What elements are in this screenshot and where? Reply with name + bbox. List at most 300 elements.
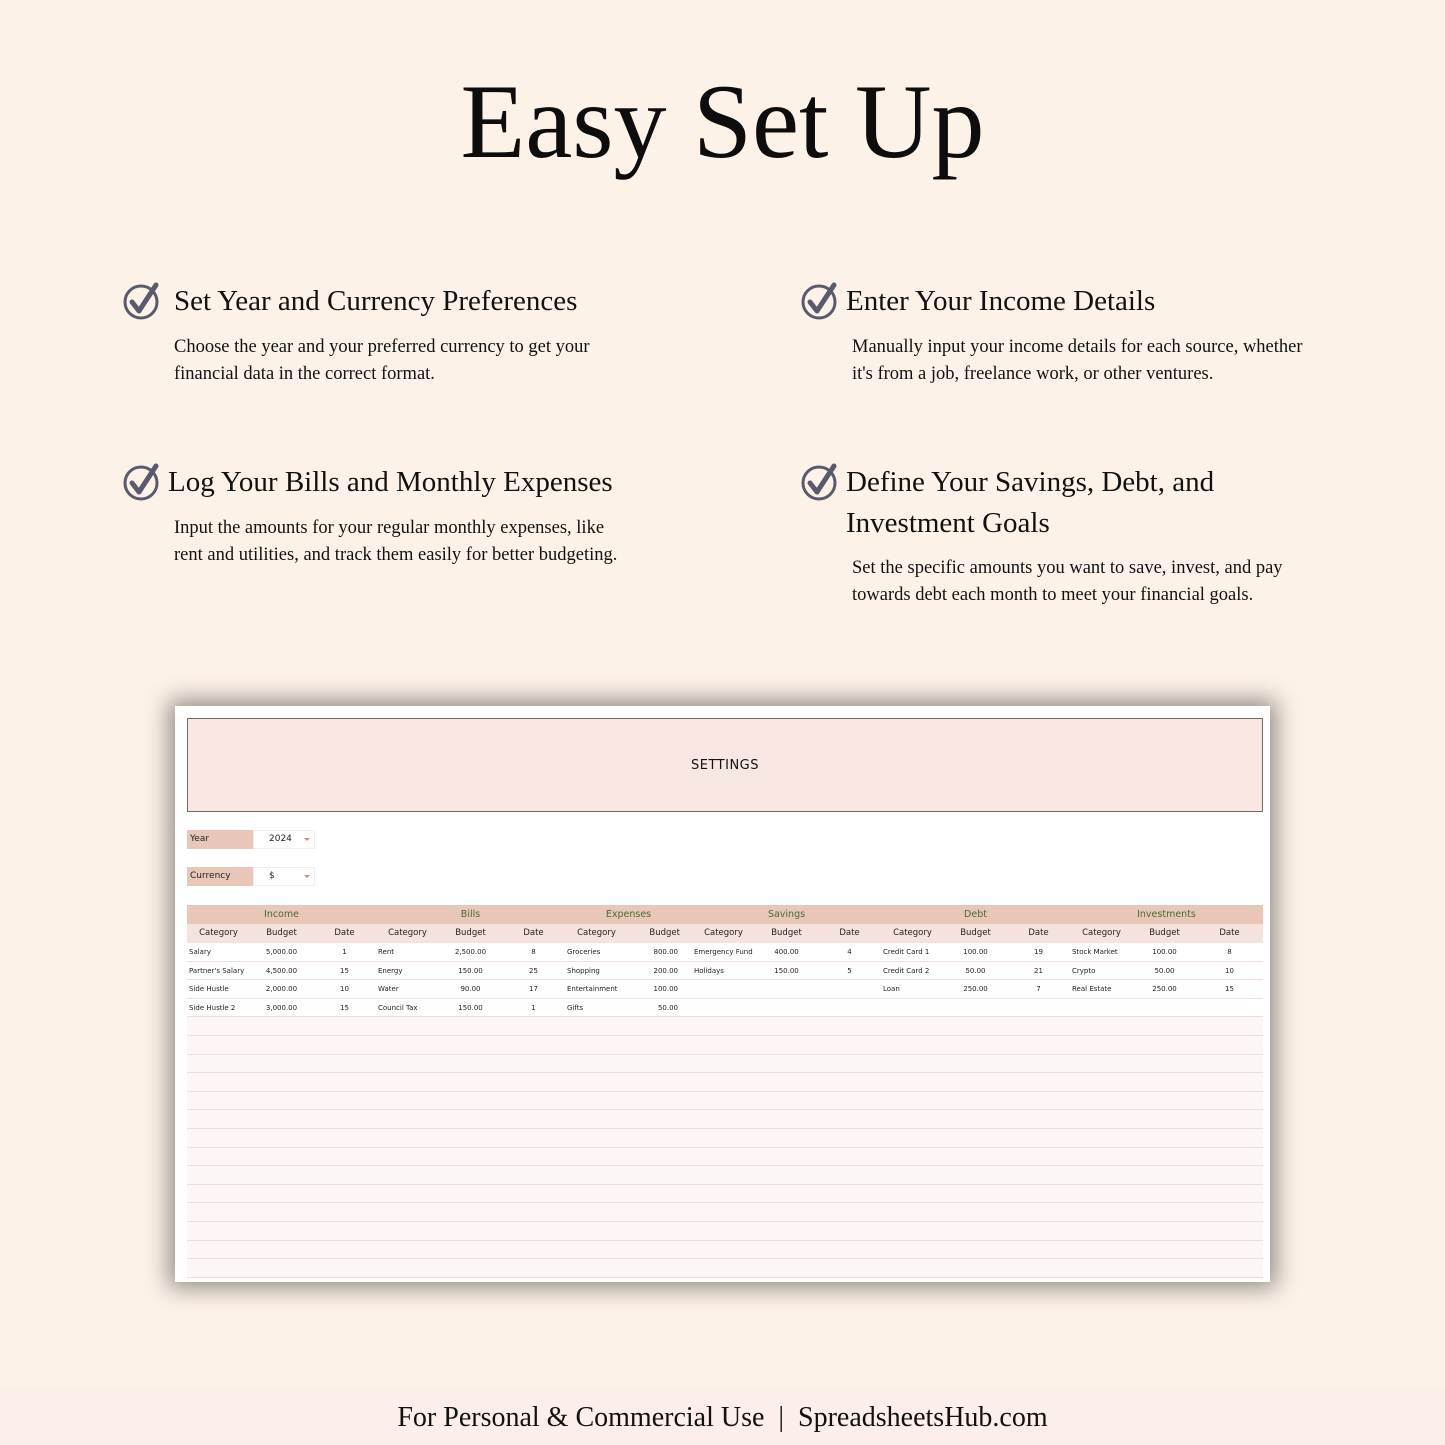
table-cell[interactable]	[881, 1055, 944, 1073]
table-cell[interactable]	[187, 1110, 250, 1128]
table-cell[interactable]: Energy	[378, 966, 403, 975]
table-cell[interactable]	[313, 1092, 376, 1110]
table-cell[interactable]	[692, 1241, 755, 1259]
table-cell[interactable]	[313, 1036, 376, 1054]
table-cell[interactable]	[1007, 1185, 1070, 1203]
table-cell[interactable]: 2,000.00	[265, 985, 298, 994]
table-cell[interactable]	[818, 1222, 881, 1240]
table-cell[interactable]	[1196, 1017, 1263, 1035]
table-cell[interactable]: Crypto	[1072, 966, 1096, 975]
table-cell[interactable]	[628, 1185, 692, 1203]
table-cell[interactable]	[944, 1185, 1007, 1203]
table-cell[interactable]	[187, 1259, 250, 1277]
table-cell[interactable]	[755, 1241, 818, 1259]
table-cell[interactable]	[818, 1166, 881, 1184]
table-cell[interactable]	[439, 1017, 502, 1035]
table-cell[interactable]	[313, 1055, 376, 1073]
table-cell[interactable]	[1070, 1203, 1133, 1221]
table-cell[interactable]	[250, 1241, 313, 1259]
table-cell[interactable]	[250, 1055, 313, 1073]
table-cell[interactable]: 150.00	[458, 1003, 483, 1012]
table-cell[interactable]	[439, 1222, 502, 1240]
table-cell[interactable]	[1196, 1185, 1263, 1203]
table-cell[interactable]: 5,000.00	[265, 948, 298, 956]
table-cell[interactable]	[250, 1092, 313, 1110]
table-cell[interactable]	[628, 1222, 692, 1240]
table-cell[interactable]	[881, 1110, 944, 1128]
table-cell[interactable]	[628, 1259, 692, 1277]
table-cell[interactable]	[313, 1241, 376, 1259]
table-cell[interactable]	[1007, 1203, 1070, 1221]
table-cell[interactable]	[376, 1185, 439, 1203]
table-cell[interactable]	[818, 1148, 881, 1166]
table-cell[interactable]	[313, 1222, 376, 1240]
table-cell[interactable]	[502, 1073, 565, 1091]
table-cell[interactable]: 100.00	[1152, 948, 1177, 956]
table-cell[interactable]	[502, 1110, 565, 1128]
table-cell[interactable]	[439, 1055, 502, 1073]
table-cell[interactable]	[187, 1148, 250, 1166]
table-cell[interactable]	[818, 1203, 881, 1221]
table-cell[interactable]: 800.00	[653, 948, 678, 956]
table-cell[interactable]: 17	[529, 985, 538, 994]
table-cell[interactable]	[502, 1129, 565, 1147]
table-cell[interactable]	[1070, 1259, 1133, 1277]
table-cell[interactable]	[502, 1185, 565, 1203]
table-cell[interactable]	[755, 1222, 818, 1240]
table-cell[interactable]	[250, 1017, 313, 1035]
table-cell[interactable]	[187, 1241, 250, 1259]
table-cell[interactable]	[376, 1073, 439, 1091]
table-cell[interactable]: 90.00	[460, 985, 481, 994]
table-cell[interactable]	[818, 1073, 881, 1091]
table-cell[interactable]	[1133, 1017, 1196, 1035]
table-cell[interactable]	[628, 1073, 692, 1091]
table-cell[interactable]	[565, 1092, 628, 1110]
table-cell[interactable]	[250, 1185, 313, 1203]
table-cell[interactable]	[1007, 999, 1070, 1017]
table-cell[interactable]	[1196, 1036, 1263, 1054]
table-cell[interactable]	[1007, 1055, 1070, 1073]
table-cell[interactable]	[944, 1110, 1007, 1128]
table-cell[interactable]	[818, 980, 881, 998]
table-cell[interactable]	[692, 1222, 755, 1240]
table-cell[interactable]	[313, 1259, 376, 1277]
table-cell[interactable]	[628, 1241, 692, 1259]
table-cell[interactable]	[755, 1259, 818, 1277]
table-cell[interactable]	[755, 1036, 818, 1054]
table-cell[interactable]: 15	[340, 966, 349, 975]
table-cell[interactable]	[628, 1203, 692, 1221]
table-cell[interactable]	[502, 1092, 565, 1110]
table-cell[interactable]	[818, 1259, 881, 1277]
table-cell[interactable]	[1196, 1166, 1263, 1184]
table-cell[interactable]: 3,000.00	[265, 1003, 298, 1012]
table-cell[interactable]	[1070, 1017, 1133, 1035]
table-cell[interactable]: 5	[847, 966, 852, 975]
table-cell[interactable]	[250, 1036, 313, 1054]
table-cell[interactable]	[1133, 1241, 1196, 1259]
table-cell[interactable]	[313, 1148, 376, 1166]
table-cell[interactable]: 50.00	[1154, 966, 1175, 975]
table-cell[interactable]: Council Tax	[378, 1003, 418, 1012]
table-cell[interactable]	[628, 1110, 692, 1128]
table-cell[interactable]	[881, 1148, 944, 1166]
table-cell[interactable]	[187, 1129, 250, 1147]
table-cell[interactable]	[313, 1166, 376, 1184]
table-cell[interactable]	[1007, 1148, 1070, 1166]
table-cell[interactable]	[1133, 1148, 1196, 1166]
table-cell[interactable]: Water	[378, 985, 399, 994]
table-cell[interactable]	[376, 1036, 439, 1054]
table-cell[interactable]: 250.00	[1152, 985, 1177, 994]
table-cell[interactable]: 250.00	[963, 985, 988, 994]
table-cell[interactable]	[376, 1055, 439, 1073]
table-cell[interactable]	[439, 1241, 502, 1259]
table-cell[interactable]: Side Hustle	[189, 985, 229, 994]
table-cell[interactable]	[1196, 1092, 1263, 1110]
table-cell[interactable]	[692, 1203, 755, 1221]
table-cell[interactable]: Groceries	[567, 948, 601, 956]
table-cell[interactable]	[1196, 1110, 1263, 1128]
table-cell[interactable]	[376, 1110, 439, 1128]
table-cell[interactable]: Partner's Salary	[189, 966, 245, 975]
table-cell[interactable]: Side Hustle 2	[189, 1003, 236, 1012]
table-cell[interactable]	[187, 1092, 250, 1110]
table-cell[interactable]	[439, 1036, 502, 1054]
table-cell[interactable]	[502, 1055, 565, 1073]
table-cell[interactable]: Rent	[378, 948, 395, 956]
table-cell[interactable]: 1	[531, 1003, 536, 1012]
table-cell[interactable]	[250, 1110, 313, 1128]
table-cell[interactable]: 150.00	[458, 966, 483, 975]
table-cell[interactable]	[313, 1017, 376, 1035]
table-cell[interactable]: 4,500.00	[265, 966, 298, 975]
table-cell[interactable]	[1070, 1110, 1133, 1128]
table-cell[interactable]: 10	[1225, 966, 1234, 975]
table-cell[interactable]: 50.00	[657, 1003, 678, 1012]
table-cell[interactable]	[1196, 1073, 1263, 1091]
table-cell[interactable]	[250, 1203, 313, 1221]
table-cell[interactable]	[692, 1073, 755, 1091]
table-cell[interactable]	[692, 980, 755, 998]
table-cell[interactable]	[692, 1092, 755, 1110]
table-cell[interactable]	[376, 1148, 439, 1166]
table-cell[interactable]	[376, 1259, 439, 1277]
table-cell[interactable]	[250, 1222, 313, 1240]
table-cell[interactable]	[376, 1017, 439, 1035]
table-cell[interactable]	[1007, 1129, 1070, 1147]
table-cell[interactable]: 150.00	[774, 966, 799, 975]
table-cell[interactable]	[1196, 1055, 1263, 1073]
table-cell[interactable]	[818, 1110, 881, 1128]
table-cell[interactable]: Gifts	[567, 1003, 584, 1012]
table-cell[interactable]	[755, 1185, 818, 1203]
table-cell[interactable]	[565, 1073, 628, 1091]
table-cell[interactable]	[439, 1166, 502, 1184]
table-cell[interactable]	[881, 1185, 944, 1203]
table-cell[interactable]	[944, 1092, 1007, 1110]
table-cell[interactable]	[313, 1129, 376, 1147]
table-cell[interactable]	[1070, 1185, 1133, 1203]
table-cell[interactable]	[439, 1203, 502, 1221]
table-cell[interactable]	[1133, 1073, 1196, 1091]
table-cell[interactable]	[628, 1017, 692, 1035]
table-cell[interactable]: Stock Market	[1072, 948, 1118, 956]
table-cell[interactable]	[565, 1203, 628, 1221]
table-cell[interactable]	[1007, 1166, 1070, 1184]
table-cell[interactable]	[944, 1148, 1007, 1166]
table-cell[interactable]	[818, 1129, 881, 1147]
table-cell[interactable]	[1196, 1259, 1263, 1277]
table-cell[interactable]	[439, 1073, 502, 1091]
table-cell[interactable]	[313, 1185, 376, 1203]
table-cell[interactable]	[1007, 1092, 1070, 1110]
table-cell[interactable]	[755, 1148, 818, 1166]
table-cell[interactable]	[1070, 999, 1133, 1017]
table-cell[interactable]	[755, 1055, 818, 1073]
year-select[interactable]: 2024	[253, 830, 315, 849]
table-cell[interactable]	[565, 1055, 628, 1073]
table-cell[interactable]	[692, 1129, 755, 1147]
table-cell[interactable]	[1007, 1241, 1070, 1259]
table-cell[interactable]	[250, 1129, 313, 1147]
table-cell[interactable]	[439, 1259, 502, 1277]
table-cell[interactable]	[755, 1092, 818, 1110]
table-cell[interactable]	[1070, 1036, 1133, 1054]
table-cell[interactable]	[1070, 1241, 1133, 1259]
table-cell[interactable]	[692, 1110, 755, 1128]
table-cell[interactable]	[692, 1259, 755, 1277]
table-cell[interactable]	[755, 1203, 818, 1221]
table-cell[interactable]	[818, 1185, 881, 1203]
table-cell[interactable]	[944, 1259, 1007, 1277]
table-cell[interactable]	[1007, 1017, 1070, 1035]
table-cell[interactable]	[502, 1222, 565, 1240]
table-cell[interactable]	[565, 1222, 628, 1240]
table-cell[interactable]	[818, 1017, 881, 1035]
table-cell[interactable]	[1196, 1203, 1263, 1221]
table-cell[interactable]	[818, 1055, 881, 1073]
table-cell[interactable]	[1007, 1036, 1070, 1054]
table-cell[interactable]	[187, 1055, 250, 1073]
table-cell[interactable]	[1133, 1129, 1196, 1147]
table-cell[interactable]	[755, 1166, 818, 1184]
table-cell[interactable]	[628, 1092, 692, 1110]
table-cell[interactable]	[250, 1148, 313, 1166]
table-cell[interactable]	[565, 1110, 628, 1128]
table-cell[interactable]	[313, 1110, 376, 1128]
table-cell[interactable]	[1133, 1222, 1196, 1240]
table-cell[interactable]	[502, 1241, 565, 1259]
table-cell[interactable]	[1070, 1129, 1133, 1147]
table-cell[interactable]	[187, 1017, 250, 1035]
table-cell[interactable]	[881, 1129, 944, 1147]
table-cell[interactable]	[502, 1017, 565, 1035]
table-cell[interactable]	[881, 1017, 944, 1035]
table-cell[interactable]	[1133, 1110, 1196, 1128]
table-cell[interactable]: 200.00	[653, 966, 678, 975]
table-cell[interactable]	[187, 1036, 250, 1054]
table-cell[interactable]	[187, 1203, 250, 1221]
table-cell[interactable]	[881, 1259, 944, 1277]
table-cell[interactable]	[944, 1241, 1007, 1259]
table-cell[interactable]	[881, 1092, 944, 1110]
table-cell[interactable]	[313, 1203, 376, 1221]
table-cell[interactable]	[439, 1092, 502, 1110]
table-cell[interactable]: 400.00	[774, 948, 799, 956]
table-cell[interactable]	[881, 1203, 944, 1221]
table-cell[interactable]	[439, 1185, 502, 1203]
table-cell[interactable]: 50.00	[965, 966, 986, 975]
table-cell[interactable]: Credit Card 2	[883, 966, 930, 975]
table-cell[interactable]: 15	[340, 1003, 349, 1012]
table-cell[interactable]: 1	[342, 948, 347, 956]
table-cell[interactable]: 100.00	[963, 948, 988, 956]
table-cell[interactable]: Salary	[189, 948, 211, 956]
table-cell[interactable]	[755, 1017, 818, 1035]
table-cell[interactable]	[1133, 1185, 1196, 1203]
table-cell[interactable]	[439, 1129, 502, 1147]
table-cell[interactable]: 100.00	[653, 985, 678, 994]
table-cell[interactable]: Real Estate	[1072, 985, 1112, 994]
table-cell[interactable]	[1196, 1129, 1263, 1147]
table-cell[interactable]	[1070, 1092, 1133, 1110]
table-cell[interactable]	[1007, 1110, 1070, 1128]
table-cell[interactable]	[818, 999, 881, 1017]
table-cell[interactable]	[692, 1036, 755, 1054]
table-cell[interactable]	[944, 1222, 1007, 1240]
table-cell[interactable]	[628, 1148, 692, 1166]
table-cell[interactable]	[1007, 1259, 1070, 1277]
table-cell[interactable]	[376, 1241, 439, 1259]
table-cell[interactable]	[565, 1185, 628, 1203]
table-cell[interactable]	[502, 1036, 565, 1054]
table-cell[interactable]	[250, 1166, 313, 1184]
table-cell[interactable]: 25	[529, 966, 538, 975]
table-cell[interactable]	[1070, 1148, 1133, 1166]
table-cell[interactable]	[187, 1073, 250, 1091]
table-cell[interactable]	[881, 1036, 944, 1054]
table-cell[interactable]	[565, 1166, 628, 1184]
table-cell[interactable]	[1070, 1055, 1133, 1073]
table-cell[interactable]	[565, 1036, 628, 1054]
table-cell[interactable]: Entertainment	[567, 985, 618, 994]
table-cell[interactable]	[313, 1073, 376, 1091]
table-cell[interactable]	[944, 1203, 1007, 1221]
table-cell[interactable]	[881, 999, 944, 1017]
table-cell[interactable]	[944, 1166, 1007, 1184]
table-cell[interactable]	[692, 1148, 755, 1166]
table-cell[interactable]	[1133, 1259, 1196, 1277]
table-cell[interactable]: 15	[1225, 985, 1234, 994]
table-cell[interactable]	[1007, 1222, 1070, 1240]
table-cell[interactable]: 7	[1036, 985, 1041, 994]
table-cell[interactable]	[376, 1092, 439, 1110]
table-cell[interactable]: 10	[340, 985, 349, 994]
table-cell[interactable]	[1007, 1073, 1070, 1091]
table-cell[interactable]	[944, 1129, 1007, 1147]
table-cell[interactable]: 21	[1034, 966, 1043, 975]
table-cell[interactable]	[565, 1017, 628, 1035]
table-cell[interactable]	[881, 1222, 944, 1240]
table-cell[interactable]	[376, 1203, 439, 1221]
table-cell[interactable]: Holidays	[694, 966, 724, 975]
table-cell[interactable]	[565, 1259, 628, 1277]
table-cell[interactable]	[1070, 1166, 1133, 1184]
table-cell[interactable]: 19	[1034, 948, 1043, 956]
table-cell[interactable]	[818, 1036, 881, 1054]
table-cell[interactable]	[565, 1241, 628, 1259]
currency-select[interactable]: $	[253, 867, 315, 886]
table-cell[interactable]	[818, 1241, 881, 1259]
table-cell[interactable]	[1133, 1092, 1196, 1110]
table-cell[interactable]	[1133, 1036, 1196, 1054]
table-cell[interactable]	[1196, 1222, 1263, 1240]
table-cell[interactable]	[881, 1073, 944, 1091]
table-cell[interactable]: Emergency Fund	[694, 948, 753, 956]
table-cell[interactable]: Loan	[883, 985, 900, 994]
table-cell[interactable]	[502, 1148, 565, 1166]
table-cell[interactable]	[881, 1166, 944, 1184]
table-cell[interactable]	[1070, 1222, 1133, 1240]
table-cell[interactable]	[944, 1036, 1007, 1054]
table-cell[interactable]	[187, 1166, 250, 1184]
table-cell[interactable]	[818, 1092, 881, 1110]
table-cell[interactable]	[439, 1110, 502, 1128]
table-cell[interactable]	[628, 1166, 692, 1184]
table-cell[interactable]	[944, 1073, 1007, 1091]
table-cell[interactable]	[1133, 999, 1196, 1017]
table-cell[interactable]: Credit Card 1	[883, 948, 930, 956]
table-cell[interactable]	[628, 1129, 692, 1147]
table-cell[interactable]	[944, 1055, 1007, 1073]
table-cell[interactable]	[755, 980, 818, 998]
table-cell[interactable]: Shopping	[567, 966, 600, 975]
table-cell[interactable]: 8	[531, 948, 536, 956]
table-cell[interactable]	[376, 1222, 439, 1240]
table-cell[interactable]	[755, 1110, 818, 1128]
table-cell[interactable]	[755, 1073, 818, 1091]
table-cell[interactable]	[881, 1241, 944, 1259]
table-cell[interactable]: 8	[1227, 948, 1232, 956]
table-cell[interactable]	[755, 1129, 818, 1147]
table-cell[interactable]	[502, 1203, 565, 1221]
table-cell[interactable]	[502, 1259, 565, 1277]
table-cell[interactable]	[944, 1017, 1007, 1035]
table-cell[interactable]	[1070, 1073, 1133, 1091]
table-cell[interactable]	[439, 1148, 502, 1166]
table-cell[interactable]	[376, 1129, 439, 1147]
table-cell[interactable]	[1196, 1148, 1263, 1166]
table-cell[interactable]	[944, 999, 1007, 1017]
table-cell[interactable]	[1196, 1241, 1263, 1259]
table-cell[interactable]	[692, 1017, 755, 1035]
table-cell[interactable]: 4	[847, 948, 852, 956]
table-cell[interactable]	[502, 1166, 565, 1184]
table-cell[interactable]	[1133, 1203, 1196, 1221]
table-cell[interactable]	[628, 1055, 692, 1073]
table-cell[interactable]	[250, 1259, 313, 1277]
table-cell[interactable]	[187, 1185, 250, 1203]
table-cell[interactable]	[1133, 1055, 1196, 1073]
table-cell[interactable]	[250, 1073, 313, 1091]
table-cell[interactable]	[1133, 1166, 1196, 1184]
table-cell[interactable]	[187, 1222, 250, 1240]
table-cell[interactable]	[692, 1055, 755, 1073]
table-cell[interactable]	[692, 999, 755, 1017]
table-cell[interactable]: 2,500.00	[454, 948, 487, 956]
